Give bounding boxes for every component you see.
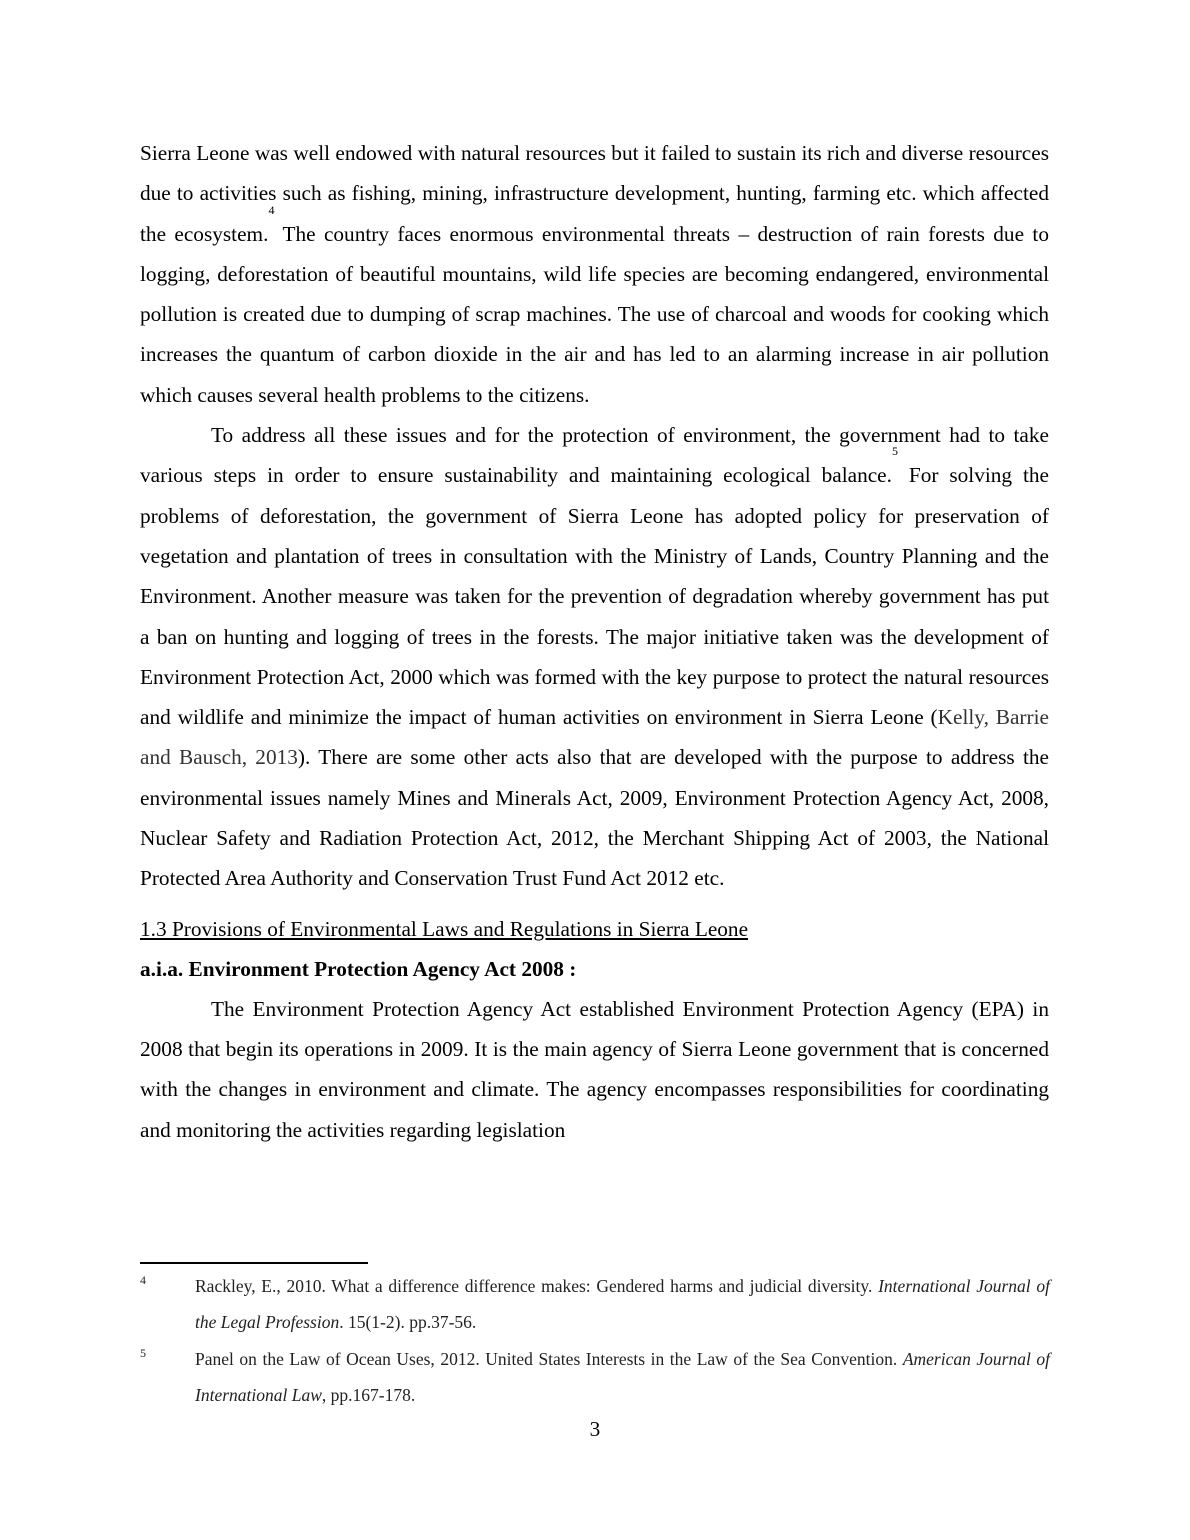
footnote-ref-5[interactable]: 5 [891,444,898,459]
footnote-text: Panel on the Law of Ocean Uses, 2012. United States Interests in the Law of the Sea Convention. [195,1349,903,1369]
footnote-separator [140,1262,368,1264]
subsection-heading: a.i.a. Environment Protection Agency Act 2008 : [140,956,577,981]
footnote-journal: International Journal of the Legal Profession [195,1276,1050,1332]
paragraph-text: Sierra Leone was well endowed with natural resources but it failed to sustain its rich and diverse resources due to activities such as fishing, mining, infrastructure development, hunting, farming etc. which affected the ecosystem. [140,141,1049,246]
footnote-tail: , pp.167-178. [321,1385,416,1405]
page-number: 3 [589,1417,601,1441]
paragraph-text: The country faces enormous environmental threats – destruction of rain forests due to logging, deforestation of beautiful mountains, wild life species are becoming endangered, environmental pollution is created due to dumping of scrap machines. The use of charcoal and woods for cooking which increases the quantum of carbon dioxide in the air and has led to an alarming increase in air pollution which causes several health problems to the citizens. [140,221,1049,407]
footnote-number: 4 [140,1273,146,1287]
footnote-text: Rackley, E., 2010. What a difference difference makes: Gendered harms and judicial diversity. [195,1276,879,1296]
footnote-5 [140,1341,1050,1413]
paragraph-text: For solving the problems of deforestation, the government of Sierra Leone has adopted policy for preservation of vegetation and plantation of trees in consultation with the Ministry of Lands, Country Planning and the Environment. Another measure was taken for the prevention of degradation whereby government has put a ban on hunting and logging of trees in the forests. The major initiative taken was the development of Environment Protection Act, 2000 which was formed with the key purpose to protect the natural resources and wildlife and minimize the impact of human activities on environment in Sierra Leone ( [140,463,1050,730]
paragraph-text: To address all these issues and for the protection of environment, the government had to take various steps in order to ensure sustainability and maintaining ecological balance. [140,423,1049,488]
citation: Kelly, Barrie and Bausch, 2013 [140,705,1049,770]
paragraph-text: ). There are some other acts also that are developed with the purpose to address the environmental issues namely Mines and Minerals Act, 2009, Environment Protection Agency Act, 2008, Nuclear Safety and Radiation Protection Act, 2012, the Merchant Shipping Act of 2003, the National Protected Area Authority and Conservation Trust Fund Act 2012 etc. [140,745,1049,891]
footnote-number: 5 [140,1346,146,1360]
footnote-ref-4[interactable]: 4 [268,202,275,217]
paragraph-3: The Environment Protection Agency Act established Environment Protection Agency (EPA) in 2008 that begin its operations in 2009. It is the main agency of Sierra Leone government that is concerned with the changes in environment and climate. The agency encompasses responsibilities for coordinating and monitoring the activities regarding legislation [140,996,1049,1142]
footnote-journal: American Journal of International Law [195,1349,1050,1405]
section-heading: 1.3 Provisions of Environmental Laws and Regulations in Sierra Leone [140,916,749,941]
document-page [140,133,1049,1150]
footnote-tail: . 15(1-2). pp.37-56. [339,1312,477,1332]
footnotes [140,1268,1050,1414]
paragraph-2 [140,415,1049,899]
paragraph-1 [140,133,1049,415]
footnote-4 [140,1268,1050,1340]
